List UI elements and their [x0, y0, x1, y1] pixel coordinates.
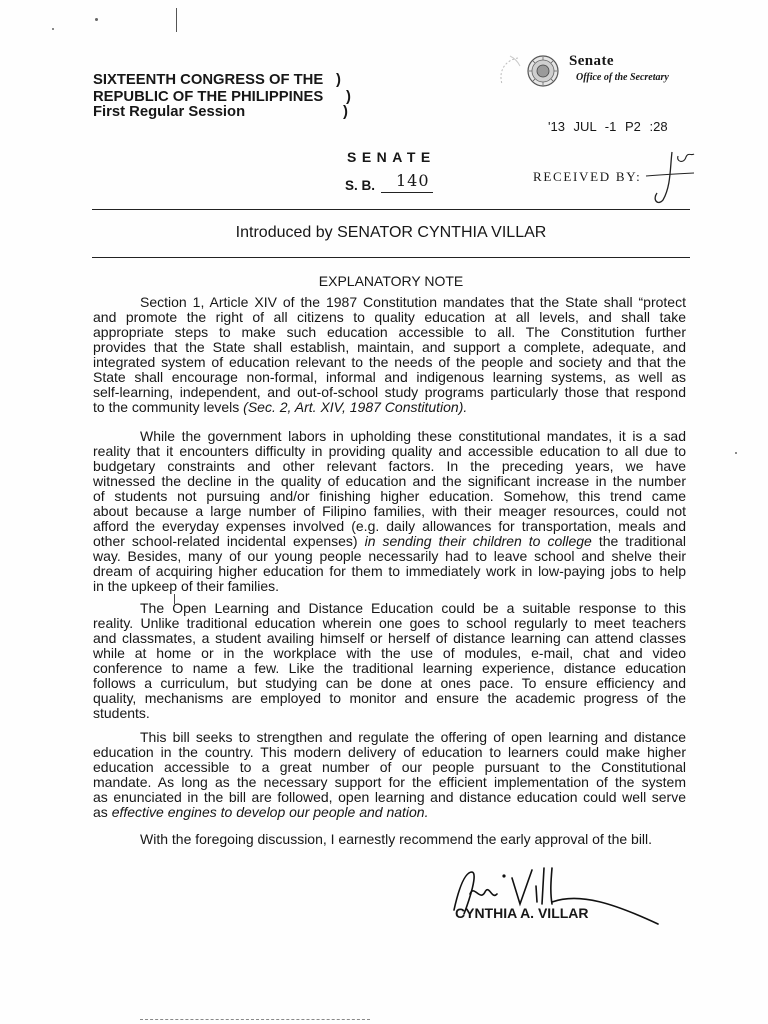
- bill-number-underline: [381, 192, 433, 193]
- congress-line: SIXTEENTH CONGRESS OF THE: [93, 72, 324, 88]
- paragraph-line: [93, 429, 686, 444]
- paragraph-line: [93, 760, 686, 775]
- paragraph-line: [93, 459, 686, 474]
- paragraph-line: [93, 745, 686, 760]
- text-run: other school-related incidental expenses): [93, 533, 365, 549]
- chamber-title: SENATE: [347, 149, 436, 165]
- paragraph-open-learning: [93, 601, 686, 721]
- text-run: The Open Learning and Distance Education could be a suitable response to this: [140, 600, 686, 616]
- text-run: integrated system of education relevant to the needs of the people and society and that the: [93, 354, 686, 370]
- paragraph-line: [93, 325, 686, 340]
- text-run: dream of acquiring higher education for them to immediately work in low-paying jobs to help: [93, 563, 686, 579]
- text-run: way. Besides, many of our young people necessarily had to leave school and shelve their: [93, 548, 686, 564]
- paragraph-line: [93, 489, 686, 504]
- paragraph-line: [93, 730, 686, 745]
- paragraph-constitution: [93, 295, 686, 415]
- text-run: This bill seeks to strengthen and regulate the offering of open learning and distance: [140, 729, 686, 745]
- paragraph-line: [93, 775, 686, 790]
- paragraph-line: [93, 579, 686, 594]
- divider-rule: [92, 209, 690, 210]
- italic-text-run: in sending their children to college: [364, 533, 592, 549]
- paragraph-line: [93, 370, 686, 385]
- text-run: State shall encourage non-formal, informal and indigenous learning systems, as well as: [93, 369, 686, 385]
- text-run: self-learning, independent, and out-of-school study programs particularly those that respond: [93, 384, 686, 400]
- text-run: follows a curriculum, but studying can be done at ones pace. To ensure efficiency and: [93, 675, 686, 691]
- bill-number: 140: [396, 171, 430, 190]
- text-run: appropriate steps to make such education accessible to all. The Constitution further: [93, 324, 686, 340]
- paragraph-line: [93, 519, 686, 534]
- text-run: afford the everyday expenses involved (e.g. daily allowances for transportation, meals and: [93, 518, 686, 534]
- paragraph-line: [93, 549, 686, 564]
- paragraph-line: [93, 832, 686, 847]
- scan-artifact: [95, 18, 98, 21]
- received-datetime: '13 JUL -1 P2 :28: [548, 119, 668, 134]
- paragraph-line: [93, 661, 686, 676]
- received-by-label: RECEIVED BY:: [533, 169, 642, 184]
- paragraph-line: [93, 474, 686, 489]
- text-run: the traditional: [591, 533, 686, 549]
- paragraph-line: [93, 355, 686, 370]
- text-run: education in the country. This modern delivery of education to learners could make higher: [93, 744, 686, 760]
- paragraph-line: [93, 676, 686, 691]
- republic-line: REPUBLIC OF THE PHILIPPINES: [93, 89, 324, 105]
- text-run: in the upkeep of their families.: [93, 578, 279, 594]
- paragraph-line: [93, 646, 686, 661]
- text-run: reality that it encounters difficulty in providing quality and accessible education to all due to: [93, 443, 686, 459]
- paragraph-line: [93, 790, 686, 805]
- paragraph-line: [93, 504, 686, 519]
- text-run: to the community levels: [93, 399, 244, 415]
- text-run: witnessed the decline in the quality of education and the significant increase in the number: [93, 473, 686, 489]
- text-run: provides that the State shall establish, maintain, and support a complete, adequate, and: [93, 339, 686, 355]
- text-run: budgetary constraints and other relevant factors. In the preceding years, we have: [93, 458, 686, 474]
- header-paren: ): [346, 89, 351, 105]
- text-run: reality. Unlike traditional education wherein one goes to school regularly to meet teachers: [93, 615, 686, 631]
- scan-artifact: [176, 8, 177, 32]
- text-run: and classmates, a student availing himself or herself of distance learning can attend classes: [93, 630, 686, 646]
- header-paren: ): [336, 72, 341, 88]
- paragraph-line: [93, 444, 686, 459]
- paragraph-line: [93, 691, 686, 706]
- text-run: education accessible to a great number of our people pursuant to the Constitutional: [93, 759, 686, 775]
- receiver-initials-signature: [638, 146, 698, 208]
- paragraph-line: [93, 400, 686, 415]
- text-run: as: [93, 804, 112, 820]
- session-line: First Regular Session: [93, 104, 246, 120]
- paragraph-line: [93, 564, 686, 579]
- text-run: While the government labors in upholding these constitutional mandates, it is a sad: [140, 428, 686, 444]
- paragraph-line: [93, 310, 686, 325]
- text-run: conference to name a few. Like the traditional learning experience, distance education: [93, 660, 686, 676]
- text-run: Section 1, Article XIV of the 1987 Constitution mandates that the State shall “protect: [140, 294, 686, 310]
- paragraph-bill-purpose: [93, 730, 686, 820]
- text-run: With the foregoing discussion, I earnestly recommend the early approval of the bill.: [140, 831, 653, 847]
- scan-artifact: [735, 452, 737, 454]
- text-run: of students not pursuing and/or finishing higher education. Somehow, this trend came: [93, 488, 686, 504]
- senate-seal-icon: [524, 53, 564, 89]
- paragraph-line: [93, 631, 686, 646]
- text-run: and promote the right of all citizens to quality education at all levels, and shall take: [93, 309, 686, 325]
- handwritten-signature: [440, 858, 670, 930]
- signatory-name: CYNTHIA A. VILLAR: [455, 905, 589, 921]
- italic-text-run: (Sec. 2, Art. XIV, 1987 Constitution).: [243, 399, 468, 415]
- header-paren: ): [343, 104, 348, 120]
- text-run: as enunciated in the bill are followed, open learning and distance education could well serve: [93, 789, 686, 805]
- bill-prefix: S. B.: [345, 178, 376, 193]
- paragraph-line: [93, 706, 686, 721]
- stamp-office-subtitle: Office of the Secretary: [576, 72, 669, 83]
- paragraph-line: [93, 340, 686, 355]
- paragraph-line: [93, 805, 686, 820]
- paragraph-line: [93, 534, 686, 549]
- introduced-by-line: Introduced by SENATOR CYNTHIA VILLAR: [235, 224, 547, 241]
- stamp-office-name: Senate: [569, 53, 614, 69]
- paragraph-line: [93, 295, 686, 310]
- text-run: students.: [93, 705, 150, 721]
- paragraph-line: [93, 601, 686, 616]
- divider-rule: [92, 257, 690, 258]
- explanatory-note-title: EXPLANATORY NOTE: [318, 273, 464, 289]
- text-run: mandate. As long as the necessary support for the efficient implementation of the system: [93, 774, 686, 790]
- stamp-mark: [488, 52, 528, 92]
- italic-text-run: effective engines to develop our people and nation.: [111, 804, 429, 820]
- scan-artifact: [52, 28, 54, 30]
- text-run: quality, mechanisms are employed to monitor and ensure the academic progress of the: [93, 690, 686, 706]
- paragraph-line: [93, 385, 686, 400]
- paragraph-line: [93, 616, 686, 631]
- scan-artifact: [140, 1019, 370, 1020]
- text-run: while at home or in the workplace with the use of modules, e-mail, chat and video: [93, 645, 686, 661]
- paragraph-recommendation: [93, 832, 686, 847]
- paragraph-reality: [93, 429, 686, 594]
- text-run: about because a large number of Filipino families, with their meager resources, could not: [93, 503, 686, 519]
